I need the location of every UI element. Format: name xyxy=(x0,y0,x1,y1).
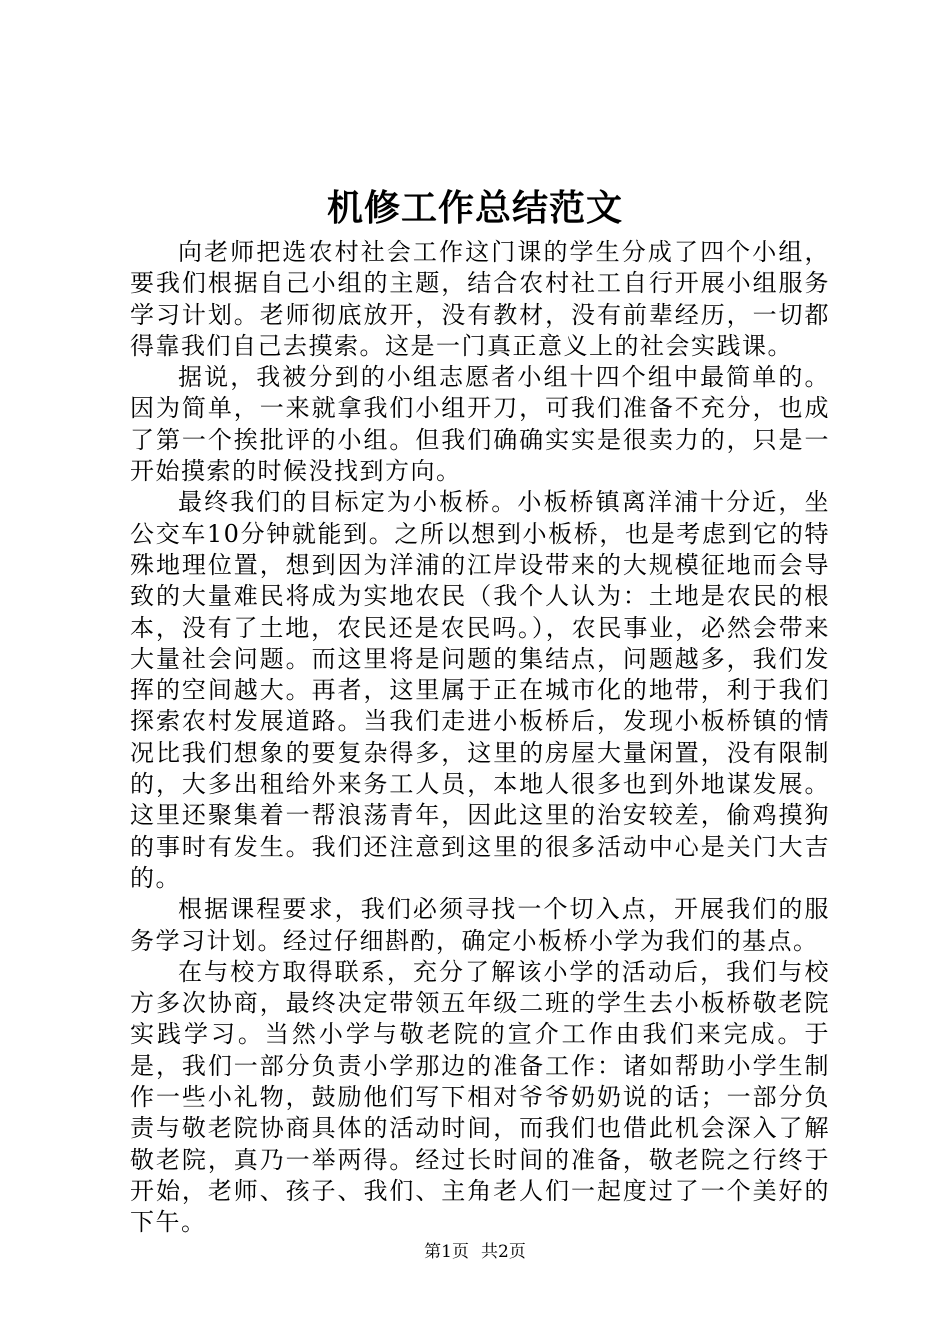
document-title: 机修工作总结范文 xyxy=(326,187,623,229)
paragraph-2: 据说，我被分到的小组志愿者小组十四个组中最简单的。因为简单，一来就拿我们小组开刀，可我们准备不充分，也成了第一个挨批评的小组。但我们确确实实是很卖力的，只是一开始摸索的时候没找到方向。 xyxy=(130,363,830,486)
page-number: 第1页 xyxy=(424,1242,469,1262)
page-footer xyxy=(0,1240,950,1264)
paragraph-3: 最终我们的目标定为小板桥。小板桥镇离洋浦十分近，坐公交车10分钟就能到。之所以想到小板桥，也是考虑到它的特殊地理位置，想到因为洋浦的江岸设带来的大规模征地而会导致的大量难民将成为实地农民（我个人认为：土地是农民的根本，没有了土地，农民还是农民吗。），农民事业，必然会带来大量社会问题。而这里将是问题的集结点，问题越多，我们发挥的空间越大。再者，这里属于正在城市化的地带，利于我们探索农村发展道路。当我们走进小板桥后，发现小板桥镇的情况比我们想象的要复杂得多，这里的房屋大量闲置，没有限制的，大多出租给外来务工人员，本地人很多也到外地谋发展。这里还聚集着一帮浪荡青年，因此这里的治安较差，偷鸡摸狗的事时有发生。我们还注意到这里的很多活动中心是关门大吉的。 xyxy=(130,488,830,892)
page-total: 共2页 xyxy=(481,1242,526,1262)
paragraph-4: 根据课程要求，我们必须寻找一个切入点，开展我们的服务学习计划。经过仔细斟酌，确定小板桥小学为我们的基点。 xyxy=(130,895,830,955)
paragraph-1: 向老师把选农村社会工作这门课的学生分成了四个小组，要我们根据自己小组的主题，结合农村社工自行开展小组服务学习计划。老师彻底放开，没有教材，没有前辈经历，一切都得靠我们自己去摸索。这是一门真正意义上的社会实践课。 xyxy=(130,238,830,360)
paragraph-5: 在与校方取得联系，充分了解该小学的活动后，我们与校方多次协商，最终决定带领五年级二班的学生去小板桥敬老院实践学习。当然小学与敬老院的宣介工作由我们来完成。于是，我们一部分负责小学那边的准备工作：诸如帮助小学生制作一些小礼物，鼓励他们写下相对爷爷奶奶说的话；一部分负责与敬老院协商具体的活动时间，而我们也借此机会深入了解敬老院，真乃一举两得。经过长时间的准备，敬老院之行终于开始，老师、孩子、我们、主角老人们一起度过了一个美好的下午。 xyxy=(130,957,830,1237)
document-body xyxy=(130,237,830,1239)
